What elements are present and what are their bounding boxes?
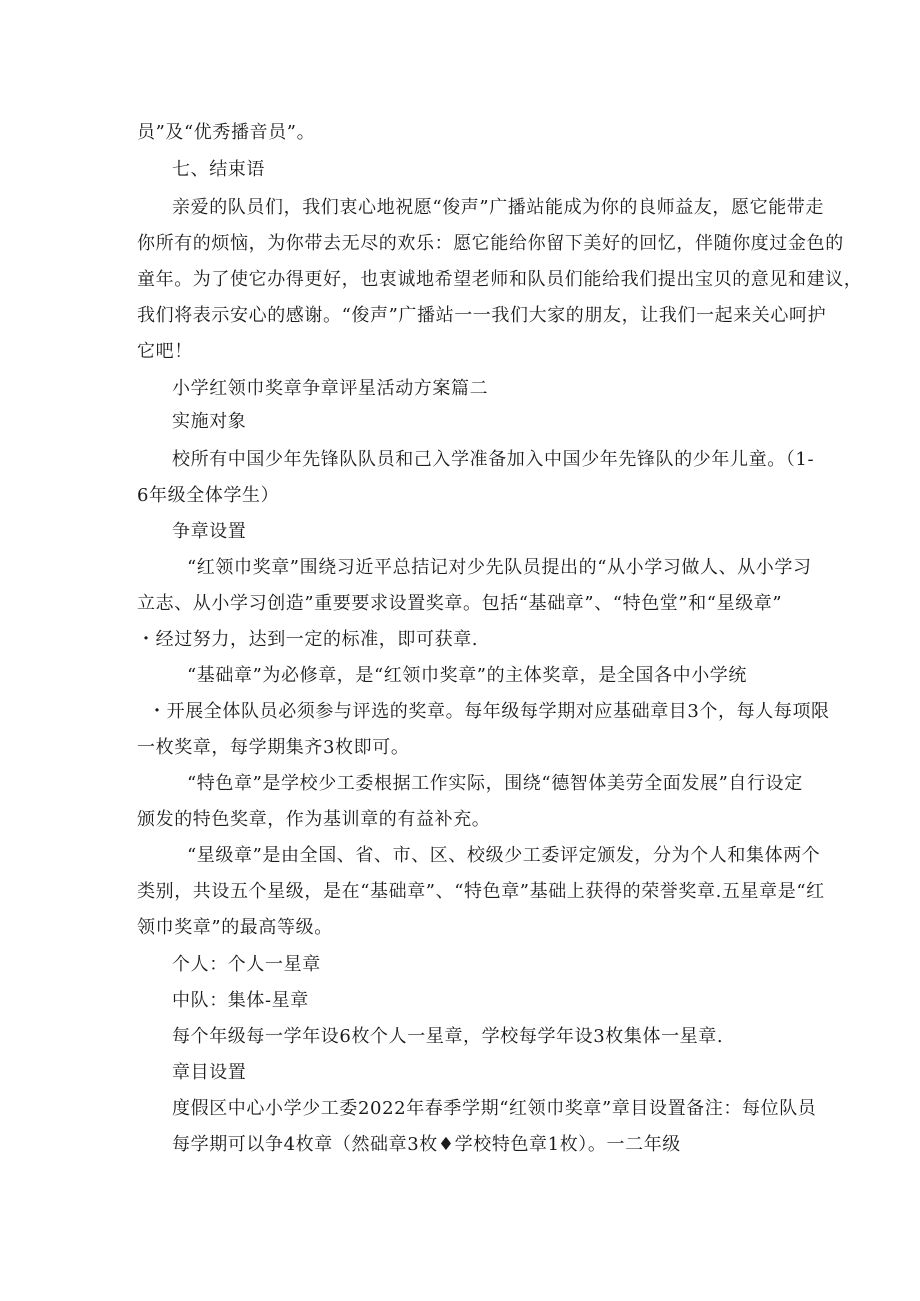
text-line-1: 员”及“优秀播音员”。 <box>137 122 316 143</box>
text-line-20: 颁发的特色奖章，作为基训章的有益补充。 <box>137 809 491 830</box>
text-line-22: 类别，共设五个星级，是在“基础章”、“特色章”基础上获得的荣誉奖章.五星章是“红 <box>137 881 825 902</box>
text-line-24: 个人：个人一星章 <box>172 954 321 975</box>
text-line-14: 立志、从小学习创造”重要要求设置奖章。包括“基础章”、“特色堂”和“星级章” <box>137 593 783 614</box>
text-line-12: 争章设置 <box>172 521 247 542</box>
text-line-16: “基础章”为必修章，是“红领巾奖章”的主体奖章，是全国各中小学统 <box>187 665 748 686</box>
text-line-21: “星级章”是由全国、省、市、区、校级少工委评定颁发，分为个人和集体两个 <box>187 845 821 866</box>
text-line-25: 中队：集体-星章 <box>172 990 309 1011</box>
text-line-10: 校所有中国少年先锋队队员和己入学准备加入中国少年先锋队的少年儿童。（1- <box>172 449 815 470</box>
text-line-5: 童年。为了使它办得更好，也衷诚地希望老师和队员们能给我们提出宝贝的意见和建议， <box>137 269 863 290</box>
text-line-26: 每个年级每一学年设6枚个人一星章，学校每学年设3枚集体一星章. <box>172 1026 724 1047</box>
text-line-28: 度假区中心小学少工委2022年春季学期“红领巾奖章”章目设置备注：每位队员 <box>172 1098 817 1119</box>
text-line-9: 实施对象 <box>172 411 247 432</box>
text-line-3: 亲爱的队员们，我们衷心地祝愿“俊声”广播站能成为你的良师益友，愿它能带走 <box>172 197 825 218</box>
section-title: 小学红领巾奖章争章评星活动方案篇二 <box>172 378 489 399</box>
text-line-4: 你所有的烦恼，为你带去无尽的欢乐：愿它能给你留下美好的回忆，伴随你度过金色的 <box>137 233 844 254</box>
text-line-23: 领巾奖章”的最高等级。 <box>137 917 333 938</box>
text-line-6: 我们将表示安心的感谢。“俊声”广播站一一我们大家的朋友，让我们一起来关心呵护 <box>137 305 827 326</box>
text-line-2: 七、结束语 <box>172 159 265 180</box>
text-line-13: “红领巾奖章”围绕习近平总拮记对少先队员提出的“从小学习做人、从小学习 <box>187 557 812 578</box>
text-line-7: 它吧！ <box>137 341 193 362</box>
text-line-15: ・经过努力，达到一定的标准，即可获章. <box>137 629 479 650</box>
text-line-19: “特色章”是学校少工委根据工作实际，围绕“德智体美劳全面发展”自行设定 <box>187 773 803 794</box>
text-line-29: 每学期可以争4枚章（然础章3枚♦学校特色章1枚）。一二年级 <box>172 1134 681 1155</box>
text-line-18: 一枚奖章，每学期集齐3枚即可。 <box>137 737 410 758</box>
text-line-17: ・开展全体队员必须参与评选的奖章。每年级每学期对应基础章目3个，每人每项限 <box>148 701 830 722</box>
text-line-11: 6年级全体学生） <box>137 485 280 506</box>
text-line-27: 章目设置 <box>172 1062 247 1083</box>
